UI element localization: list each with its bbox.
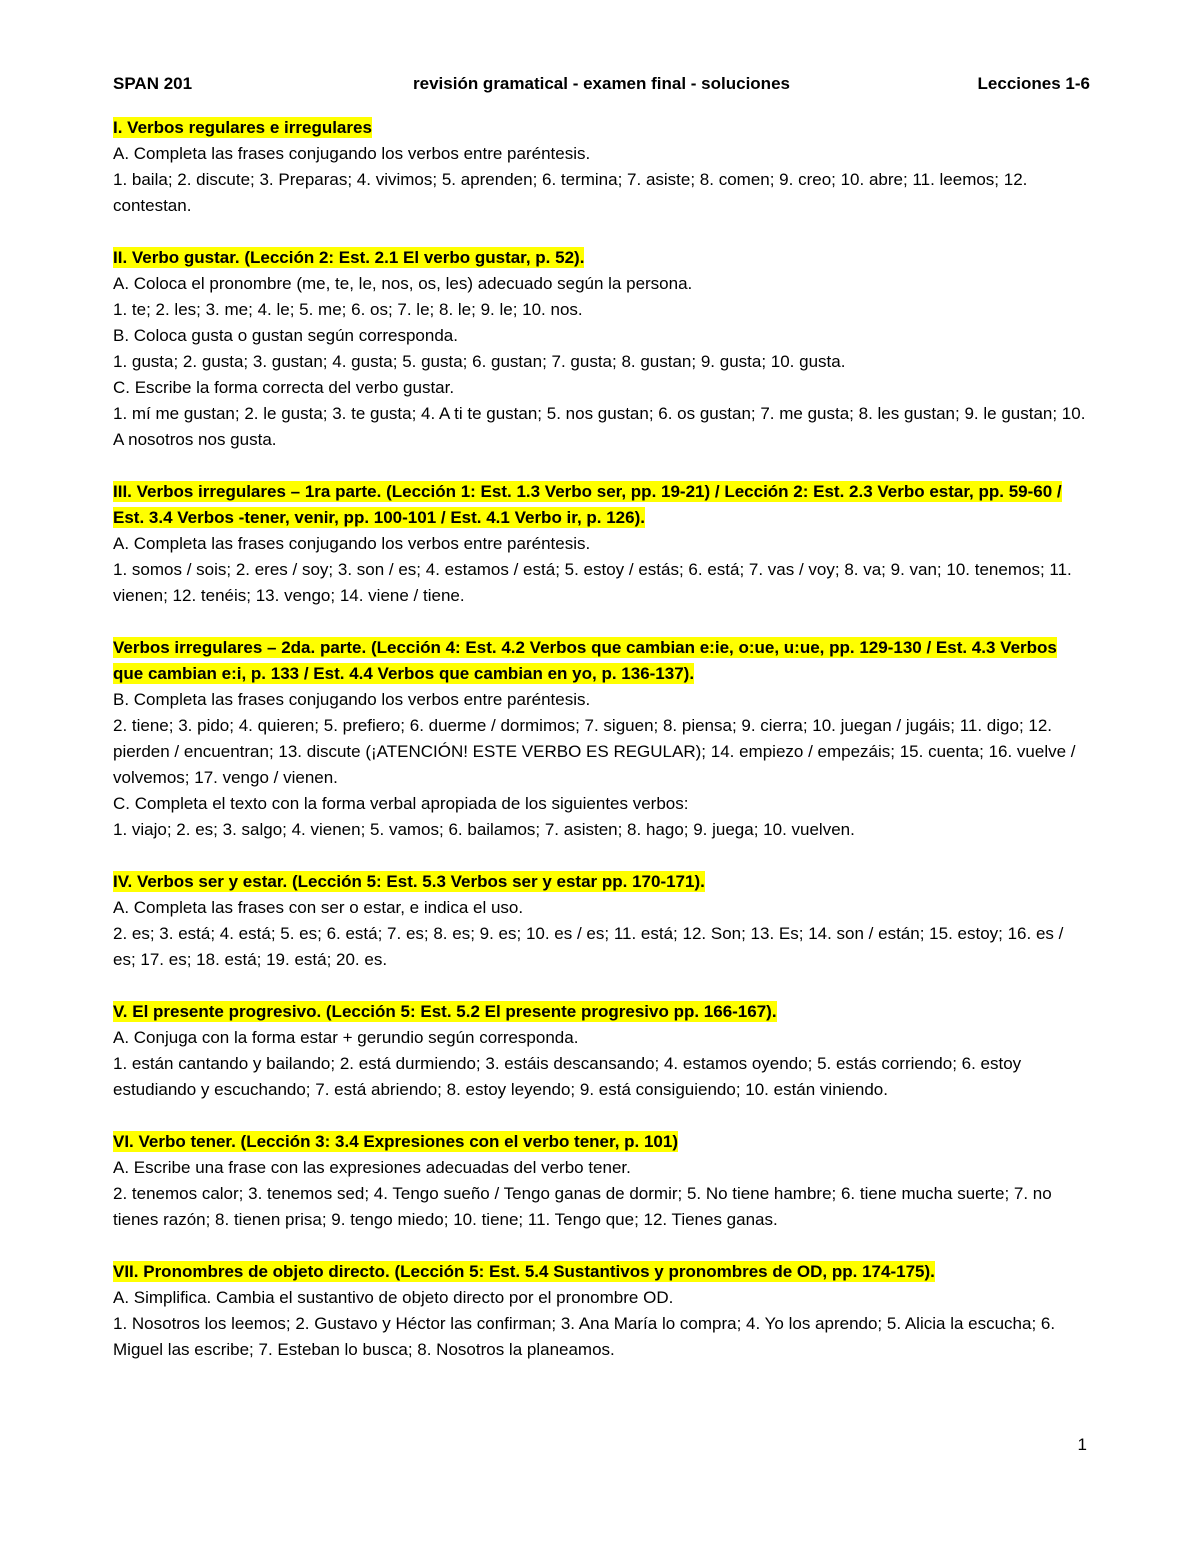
section-title: II. Verbo gustar. (Lección 2: Est. 2.1 El verbo gustar, p. 52). [113, 248, 585, 267]
page-number: 1 [1077, 1435, 1087, 1454]
course-code: SPAN 201 [113, 74, 193, 93]
instruction: A. Completa las frases con ser o estar, e indica el uso. [113, 898, 524, 917]
instruction: A. Escribe una frase con las expresiones adecuadas del verbo tener. [113, 1158, 631, 1177]
instruction: A. Conjuga con la forma estar + gerundio según corresponda. [113, 1028, 579, 1047]
document-body [113, 115, 1090, 1363]
instruction: C. Completa el texto con la forma verbal apropiada de los siguientes verbos: [113, 794, 689, 813]
section-title: I. Verbos regulares e irregulares [113, 118, 372, 137]
document-title: revisión gramatical - examen final - soluciones [413, 74, 790, 93]
lessons-range: Lecciones 1-6 [977, 74, 1090, 93]
page-header [113, 74, 1090, 98]
section-title: IV. Verbos ser y estar. (Lección 5: Est. 5.3 Verbos ser y estar pp. 170-171). [113, 872, 705, 891]
answers: 1. viajo; 2. es; 3. salgo; 4. vienen; 5. vamos; 6. bailamos; 7. asisten; 8. hago; 9. juega; 10. vuelven. [113, 820, 855, 839]
instruction: C. Escribe la forma correcta del verbo gustar. [113, 378, 455, 397]
section-title: VII. Pronombres de objeto directo. (Lección 5: Est. 5.4 Sustantivos y pronombres de OD, pp. 174-175). [113, 1262, 935, 1281]
instruction: A. Completa las frases conjugando los verbos entre paréntesis. [113, 144, 591, 163]
section-title: VI. Verbo tener. (Lección 3: 3.4 Expresiones con el verbo tener, p. 101) [113, 1132, 678, 1151]
answers: 1. están cantando y bailando; 2. está durmiendo; 3. estáis descansando; 4. estamos oyendo; 5. estás corriendo; 6. estoy estudiando y escuchando; 7. está abriendo; 8. estoy leyendo; 9. está consiguiendo; 10. están viniendo. [113, 1054, 1022, 1099]
answers: 1. te; 2. les; 3. me; 4. le; 5. me; 6. os; 7. le; 8. le; 9. le; 10. nos. [113, 300, 583, 319]
instruction: A. Completa las frases conjugando los verbos entre paréntesis. [113, 534, 591, 553]
answers: 1. gusta; 2. gusta; 3. gustan; 4. gusta; 5. gusta; 6. gustan; 7. gusta; 8. gustan; 9. gusta; 10. gusta. [113, 352, 846, 371]
answers: 1. somos / sois; 2. eres / soy; 3. son / es; 4. estamos / está; 5. estoy / estás; 6. está; 7. vas / voy; 8. va; 9. van; 10. tenemos; 11. vienen; 12. tenéis; 13. vengo; 14. viene / tiene. [113, 560, 1072, 605]
instruction: A. Simplifica. Cambia el sustantivo de objeto directo por el pronombre OD. [113, 1288, 674, 1307]
section-title: V. El presente progresivo. (Lección 5: Est. 5.2 El presente progresivo pp. 166-167). [113, 1002, 777, 1021]
answers: 1. baila; 2. discute; 3. Preparas; 4. vivimos; 5. aprenden; 6. termina; 7. asiste; 8. comen; 9. creo; 10. abre; 11. leemos; 12. contestan. [113, 170, 1028, 215]
section-title: Verbos irregulares – 2da. parte. (Lección 4: Est. 4.2 Verbos que cambian e:ie, o:ue, u:ue, pp. 129-130 / Est. 4.3 Verbos que cambian e:i, p. 133 / Est. 4.4 Verbos que cambian en yo, p. 136-137). [113, 638, 1057, 683]
instruction: A. Coloca el pronombre (me, te, le, nos, os, les) adecuado según la persona. [113, 274, 693, 293]
instruction: B. Coloca gusta o gustan según corresponda. [113, 326, 458, 345]
answers: 2. tiene; 3. pido; 4. quieren; 5. prefiero; 6. duerme / dormimos; 7. siguen; 8. piensa; 9. cierra; 10. juegan / jugáis; 11. digo; 12. pierden / encuentran; 13. discute (¡ATENCIÓN! ESTE VERBO ES REGULAR); 14. empiezo / empezáis; 15. cuenta; 16. vuelve / volvemos; 17. vengo / vienen. [113, 716, 1076, 787]
answers: 1. Nosotros los leemos; 2. Gustavo y Héctor las confirman; 3. Ana María lo compra; 4. Yo los aprendo; 5. Alicia la escucha; 6. Miguel las escribe; 7. Esteban lo busca; 8. Nosotros la planeamos. [113, 1314, 1056, 1359]
section-title: III. Verbos irregulares – 1ra parte. (Lección 1: Est. 1.3 Verbo ser, pp. 19-21) / Lección 2: Est. 2.3 Verbo estar, pp. 59-60 / Est. 3.4 Verbos -tener, venir, pp. 100-101 / Est. 4.1 Verbo ir, p. 126). [113, 482, 1062, 527]
answers: 2. tenemos calor; 3. tenemos sed; 4. Tengo sueño / Tengo ganas de dormir; 5. No tiene hambre; 6. tiene mucha suerte; 7. no tienes razón; 8. tienen prisa; 9. tengo miedo; 10. tiene; 11. Tengo que; 12. Tienes ganas. [113, 1184, 1052, 1229]
answers: 2. es; 3. está; 4. está; 5. es; 6. está; 7. es; 8. es; 9. es; 10. es / es; 11. está; 12. Son; 13. Es; 14. son / están; 15. estoy; 16. es / es; 17. es; 18. está; 19. está; 20. es. [113, 924, 1064, 969]
answers: 1. mí me gustan; 2. le gusta; 3. te gusta; 4. A ti te gustan; 5. nos gustan; 6. os gustan; 7. me gusta; 8. les gustan; 9. le gustan; 10. A nosotros nos gusta. [113, 404, 1086, 449]
instruction: B. Completa las frases conjugando los verbos entre paréntesis. [113, 690, 591, 709]
